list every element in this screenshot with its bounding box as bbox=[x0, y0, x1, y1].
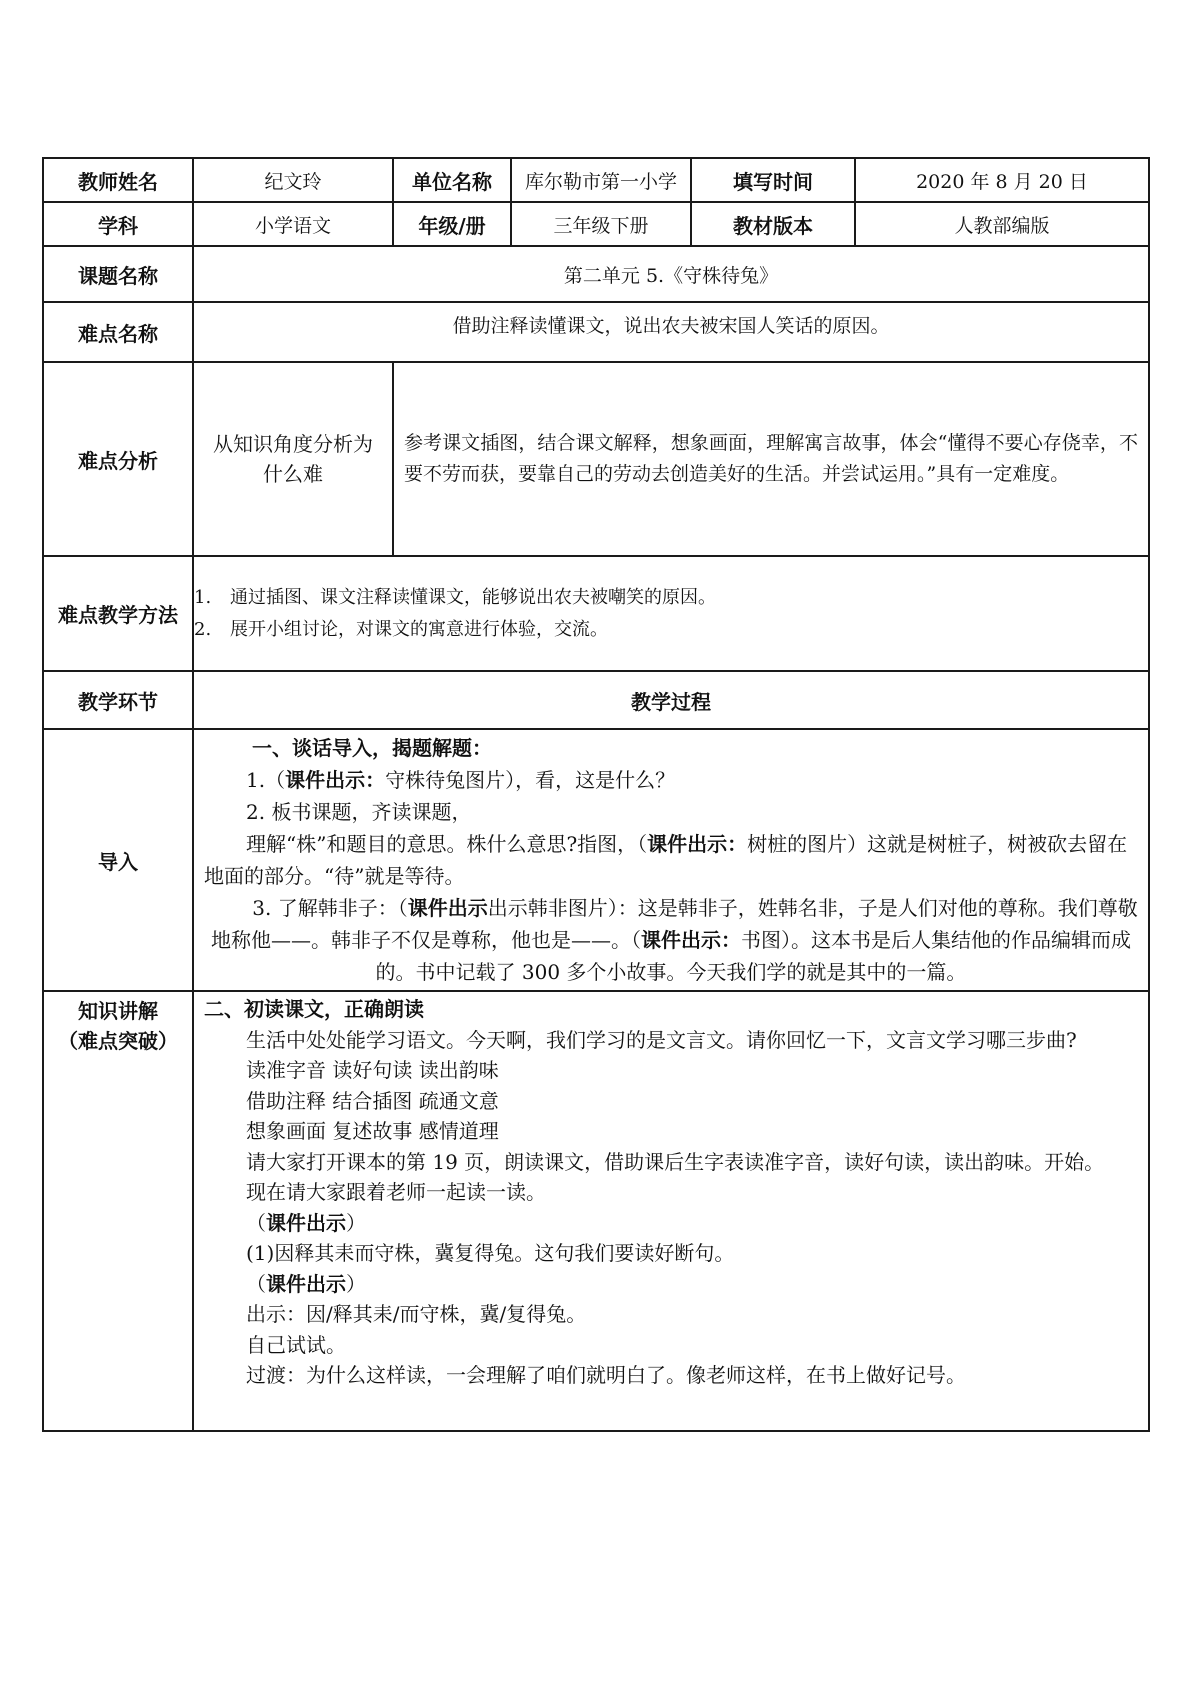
knowledge-label-cell bbox=[43, 991, 193, 1431]
edition-value: 人教部编版 bbox=[855, 202, 1149, 246]
row-subject bbox=[43, 202, 1149, 246]
courseware-tag: 课件出示： bbox=[641, 928, 741, 952]
lesson-plan-table bbox=[42, 157, 1150, 1432]
topic-value: 第二单元 5.《守株待兔》 bbox=[193, 246, 1149, 302]
row-process-header bbox=[43, 671, 1149, 729]
knowledge-p3: 借助注释 结合插图 疏通文意 bbox=[246, 1088, 499, 1113]
analysis-sub-label: 从知识角度分析为什么难 bbox=[193, 362, 393, 556]
text: ） bbox=[346, 1210, 366, 1235]
method-item-text: 展开小组讨论，对课文的寓意进行体验，交流。 bbox=[230, 618, 608, 640]
row-topic bbox=[43, 246, 1149, 302]
courseware-tag: 课件出示： bbox=[285, 768, 386, 792]
unit-name: 库尔勒市第一小学 bbox=[511, 158, 691, 202]
row-teacher bbox=[43, 158, 1149, 202]
text: （ bbox=[246, 1271, 266, 1296]
text: 出示韩非图片）：这是韩非子，姓韩名非，子是人们对他的尊称。我们尊敬地称他——。韩非子不仅是尊称，他也是——。（ bbox=[211, 896, 1138, 952]
process-step-label: 教学环节 bbox=[43, 671, 193, 729]
knowledge-p2: 读准字音 读好句读 读出韵味 bbox=[246, 1058, 499, 1082]
knowledge-p8: (1)因释其耒而守株，冀复得兔。这句我们要读好断句。 bbox=[246, 1241, 735, 1265]
teacher-label: 教师姓名 bbox=[43, 158, 193, 202]
time-label: 填写时间 bbox=[691, 158, 855, 202]
intro-line-1 bbox=[204, 764, 1138, 796]
row-method bbox=[43, 556, 1149, 671]
courseware-tag: 课件出示 bbox=[407, 896, 488, 920]
knowledge-p4: 想象画面 复述故事 感情道理 bbox=[246, 1119, 499, 1143]
text: 守株待兔图片），看，这是什么？ bbox=[385, 768, 676, 792]
difficulty-value: 借助注释读懂课文，说出农夫被宋国人笑话的原因。 bbox=[193, 302, 1149, 362]
knowledge-p6: 现在请大家跟着老师一起读一读。 bbox=[246, 1180, 546, 1204]
text: 3. 了解韩非子：（ bbox=[252, 896, 408, 920]
knowledge-label: 知识讲解 bbox=[78, 999, 158, 1023]
text: （ bbox=[246, 1210, 266, 1235]
knowledge-p10: 出示：因/释其耒/而守株，冀/复得兔。 bbox=[246, 1302, 587, 1326]
knowledge-p9 bbox=[204, 1269, 1138, 1300]
method-item bbox=[194, 614, 1148, 646]
knowledge-p1: 生活中处处能学习语文。今天啊，我们学习的是文言文。请你回忆一下，文言文学习哪三步曲? bbox=[246, 1027, 1077, 1052]
courseware-tag: 课件出示： bbox=[647, 832, 748, 856]
knowledge-sub-label: （难点突破） bbox=[58, 1029, 178, 1053]
text: 书图）。这本书是后人集结他的作品编辑而成的。书中记载了 300 多个小故事。今天我们学的就是其中的一篇。 bbox=[375, 928, 1131, 984]
subject-value: 小学语文 bbox=[193, 202, 393, 246]
method-item-number: 2. bbox=[194, 618, 212, 640]
analysis-label: 难点分析 bbox=[43, 362, 193, 556]
row-difficulty bbox=[43, 302, 1149, 362]
knowledge-p11: 自己试试。 bbox=[246, 1332, 346, 1357]
method-item bbox=[194, 582, 1148, 614]
row-intro bbox=[43, 729, 1149, 991]
intro-content bbox=[193, 729, 1149, 991]
method-list bbox=[193, 556, 1149, 671]
text: 1.（ bbox=[246, 768, 286, 792]
text: ） bbox=[346, 1271, 366, 1296]
knowledge-p5: 请大家打开课本的第 19 页，朗读课文，借助课后生字表读准字音，读好句读，读出韵味。开始。 bbox=[246, 1149, 1105, 1174]
text: 理解“株”和题目的意思。株什么意思?指图，（ bbox=[246, 832, 648, 856]
knowledge-title: 二、初读课文，正确朗读 bbox=[204, 997, 424, 1021]
knowledge-p12: 过渡：为什么这样读，一会理解了咱们就明白了。像老师这样，在书上做好记号。 bbox=[246, 1363, 966, 1387]
method-item-text: 通过插图、课文注释读懂课文，能够说出农夫被嘲笑的原因。 bbox=[230, 586, 716, 608]
text: 树桩的图片）这就是树桩子，树被砍去留在地面的部分。“待”就是等待。 bbox=[204, 832, 1128, 888]
teacher-name: 纪文玲 bbox=[193, 158, 393, 202]
row-analysis bbox=[43, 362, 1149, 556]
method-label: 难点教学方法 bbox=[43, 556, 193, 671]
intro-line-3 bbox=[204, 828, 1138, 892]
knowledge-p7 bbox=[204, 1208, 1138, 1239]
grade-label: 年级/册 bbox=[393, 202, 511, 246]
fill-time: 2020 年 8 月 20 日 bbox=[855, 158, 1149, 202]
subject-label: 学科 bbox=[43, 202, 193, 246]
edition-label: 教材版本 bbox=[691, 202, 855, 246]
row-knowledge bbox=[43, 991, 1149, 1431]
intro-title: 一、谈话导入，揭题解题： bbox=[252, 736, 492, 760]
intro-line-4 bbox=[204, 892, 1138, 988]
difficulty-label: 难点名称 bbox=[43, 302, 193, 362]
analysis-text: 参考课文插图，结合课文解释，想象画面，理解寓言故事，体会“懂得不要心存侥幸，不要不劳而获，要靠自己的劳动去创造美好的生活。并尝试运用。”具有一定难度。 bbox=[393, 362, 1149, 556]
method-item-number: 1. bbox=[194, 586, 212, 608]
intro-line-2: 2. 板书课题，齐读课题， bbox=[246, 800, 472, 824]
grade-value: 三年级下册 bbox=[511, 202, 691, 246]
intro-label: 导入 bbox=[43, 729, 193, 991]
topic-label: 课题名称 bbox=[43, 246, 193, 302]
courseware-tag: 课件出示 bbox=[266, 1271, 346, 1296]
unit-label: 单位名称 bbox=[393, 158, 511, 202]
knowledge-content bbox=[193, 991, 1149, 1431]
courseware-tag: 课件出示 bbox=[266, 1210, 346, 1235]
process-title: 教学过程 bbox=[193, 671, 1149, 729]
